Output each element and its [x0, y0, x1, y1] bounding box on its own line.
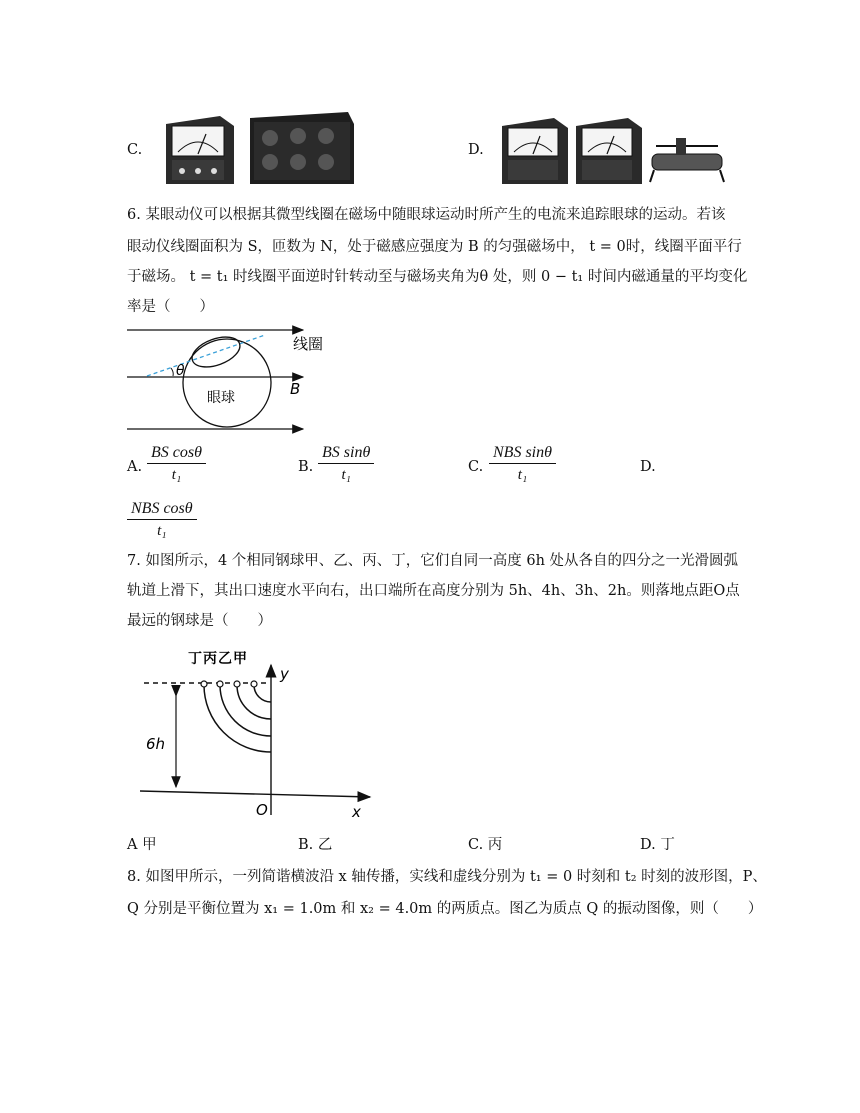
option-c-label: C.: [127, 142, 143, 158]
rheostat-icon: [650, 138, 724, 182]
x-axis: [140, 791, 370, 797]
q7-line-1: 7. 如图所示，4 个相同钢球甲、乙、丙、丁，它们自同一高度 6h 处从各自的四分之一光滑圆弧: [127, 553, 739, 569]
q6-eyeball-figure: [127, 318, 347, 438]
ball-yi: [234, 681, 240, 687]
q6-option-a-fraction: $\frac{\text{BS cosθ}}{\text{t₁}}$: [147, 443, 206, 486]
q6-option-c-label: C.: [468, 459, 484, 475]
ammeter-icon: [576, 118, 642, 184]
track-ding: [204, 685, 271, 752]
q7-option-a: A 甲: [127, 837, 157, 853]
q6-line-1: 6. 某眼动仪可以根据其微型线圈在磁场中随眼球运动时所产生的电流来追踪眼球的运动。若该: [127, 207, 726, 223]
ball-jia: [251, 681, 257, 687]
height-6h-label: 6h: [146, 735, 166, 753]
option-c-photo: [158, 104, 358, 188]
origin-label: O: [256, 801, 268, 819]
q7-option-d: D. 丁: [640, 837, 675, 853]
eyeball-label: 眼球: [207, 390, 235, 406]
ball-bing: [217, 681, 223, 687]
q7-option-b: B. 乙: [298, 837, 333, 853]
q7-line-2: 轨道上滑下，其出口速度水平向右，出口端所在高度分别为 5h、4h、3h、2h。则落地点距O点: [127, 583, 740, 599]
track-jia: [254, 685, 271, 702]
q7-line-3: 最远的钢球是（ ）: [127, 613, 272, 629]
q6-line-4: 率是（ ）: [127, 299, 214, 315]
q6-option-d-fraction: NBS cosθ t₁: [127, 499, 197, 542]
q6-line-3: 于磁场。 t = t₁ 时线圈平面逆时针转动至与磁场夹角为θ 处，则 0 − t₁ 时间内磁通量的平均变化: [127, 269, 748, 285]
q6-option-a-label: A.: [127, 459, 143, 475]
q6-option-d-label: D.: [640, 459, 656, 475]
q7-option-c: C. 丙: [468, 837, 503, 853]
field-b-label: B: [290, 380, 301, 398]
coil-label: 线圈: [293, 335, 324, 353]
q6-option-b-fraction: $\frac{\text{BS sinθ}}{\text{t₁}}$: [318, 443, 374, 486]
ammeter-icon: [166, 116, 234, 184]
angle-theta-label: θ: [176, 363, 185, 379]
track-bing: [220, 685, 271, 736]
q8-line-1: 8. 如图甲所示，一列简谐横波沿 x 轴传播，实线和虚线分别为 t₁ = 0 时刻和 t₂ 时刻的波形图，P、: [127, 869, 767, 885]
x-label: x: [352, 803, 361, 821]
q6-option-c-fraction: NBS sinθ t₁: [489, 443, 556, 486]
balls-label: 丁丙乙甲: [188, 651, 248, 667]
ball-ding: [201, 681, 207, 687]
option-d-label: D.: [468, 142, 484, 158]
q6-line-2: 眼动仪线圈面积为 S，匝数为 N，处于磁感应强度为 B 的匀强磁场中， t = 0时，线圈平面平行: [127, 239, 742, 255]
y-label: y: [280, 665, 289, 683]
coil-plane-line: [147, 335, 265, 376]
voltmeter-icon: [502, 118, 568, 184]
q8-line-2: Q 分别是平衡位置为 x₁ = 1.0m 和 x₂ = 4.0m 的两质点。图乙为质点 Q 的振动图像，则（ ）: [127, 901, 763, 917]
option-d-photo: [498, 108, 728, 188]
q6-option-b-label: B.: [298, 459, 314, 475]
eyeball-circle: [183, 339, 271, 427]
resistance-box-icon: [250, 112, 354, 184]
q7-track-figure: [140, 645, 380, 825]
